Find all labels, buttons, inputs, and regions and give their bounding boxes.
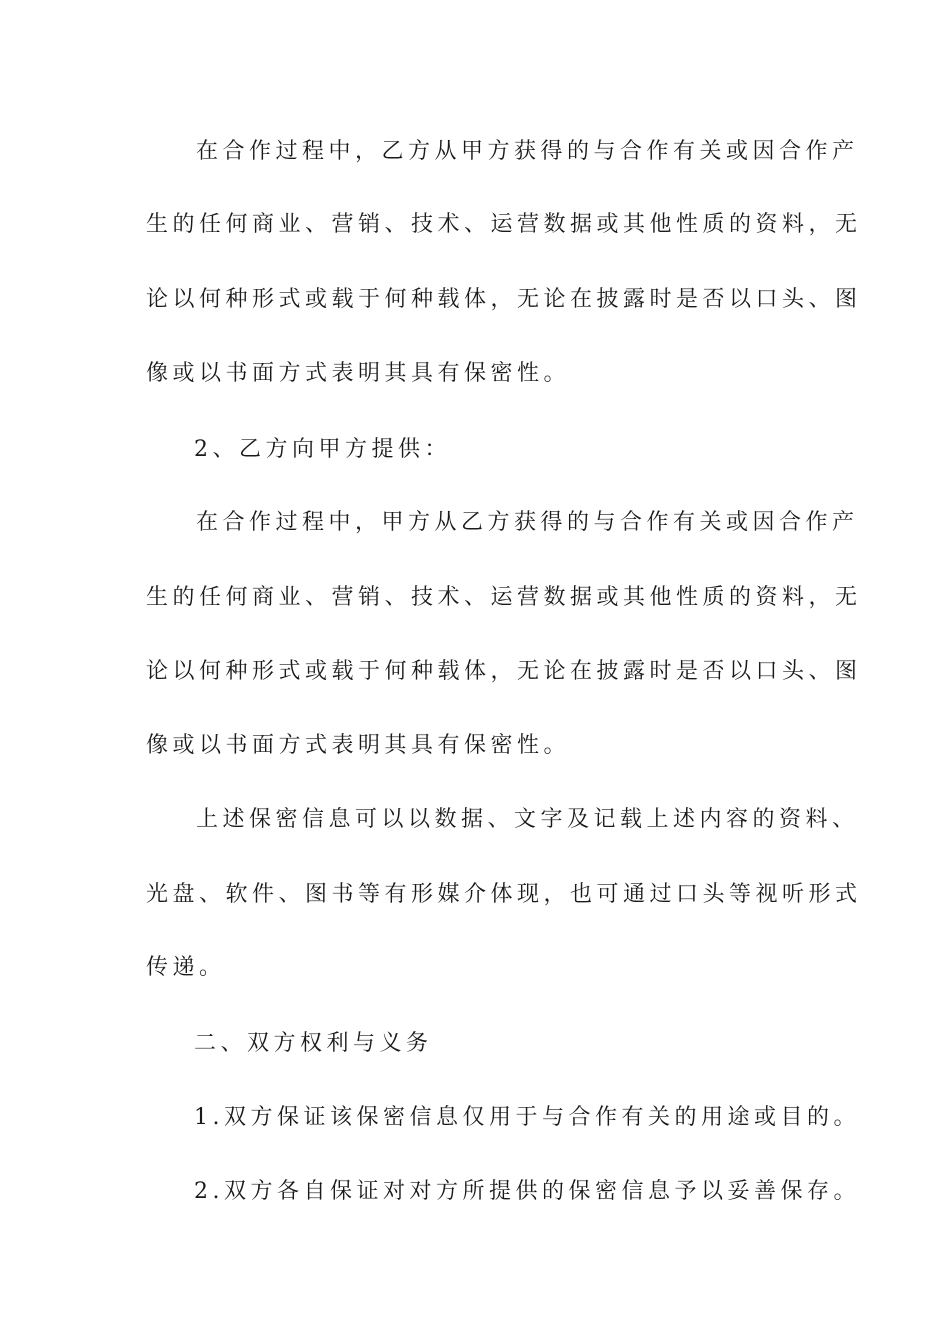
paragraph-2-line-4: 像或以书面方式表明其具有保密性。 — [146, 733, 571, 758]
paragraph-1-line-3: 论以何种形式或载于何种载体，无论在披露时是否以口头、图 — [146, 287, 862, 312]
clause-1: 1.双方保证该保密信息仅用于与合作有关的用途或目的。 — [194, 1105, 860, 1130]
paragraph-1-line-2: 生的任何商业、营销、技术、运营数据或其他性质的资料，无 — [146, 212, 862, 237]
paragraph-3-line-1: 上述保密信息可以以数据、文字及记载上述内容的资料、 — [196, 807, 859, 832]
paragraph-2-line-2: 生的任何商业、营销、技术、运营数据或其他性质的资料，无 — [146, 585, 862, 610]
paragraph-3-line-2: 光盘、软件、图书等有形媒介体现，也可通过口头等视听形式 — [146, 882, 862, 907]
section-item-2-heading: 2、乙方向甲方提供： — [194, 437, 451, 462]
section-heading-rights-obligations: 二、双方权利与义务 — [194, 1031, 433, 1056]
paragraph-1-line-4: 像或以书面方式表明其具有保密性。 — [146, 361, 571, 386]
clause-2: 2.双方各自保证对对方所提供的保密信息予以妥善保存。 — [194, 1179, 860, 1204]
paragraph-3-line-3: 传递。 — [146, 955, 226, 980]
paragraph-2-line-1: 在合作过程中，甲方从乙方获得的与合作有关或因合作产 — [196, 510, 859, 535]
paragraph-2-line-3: 论以何种形式或载于何种载体，无论在披露时是否以口头、图 — [146, 659, 862, 684]
paragraph-1-line-1: 在合作过程中，乙方从甲方获得的与合作有关或因合作产 — [196, 139, 859, 164]
